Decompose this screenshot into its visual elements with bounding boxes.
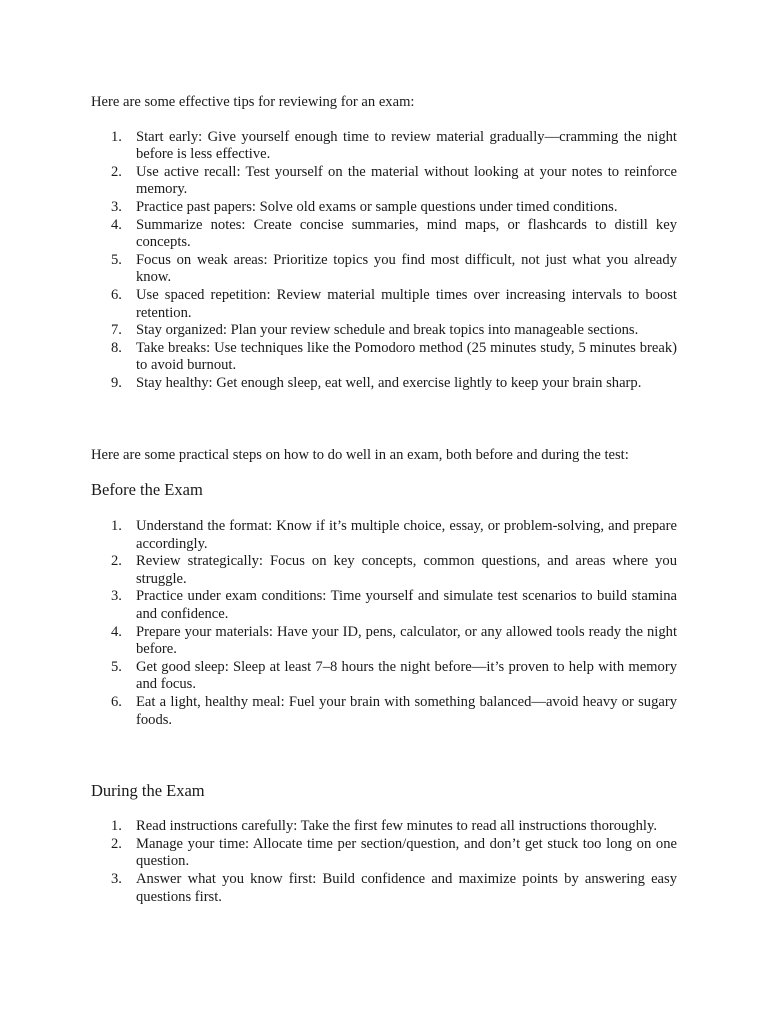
list-number: 6. bbox=[111, 694, 122, 711]
section-heading-during: During the Exam bbox=[91, 781, 205, 801]
list-number: 2. bbox=[111, 163, 122, 180]
list-number: 3. bbox=[111, 871, 122, 887]
section-heading-before: Before the Exam bbox=[91, 480, 203, 500]
list-number: 6. bbox=[111, 286, 122, 303]
intro-paragraph-steps: Here are some practical steps on how to do well in an exam, both before and during the test: bbox=[91, 446, 629, 463]
list-item bbox=[91, 624, 677, 659]
list-item-text: Answer what you know first: Build confidence and maximize points by answering easy questions first. bbox=[136, 871, 677, 905]
review-tips-list bbox=[91, 129, 677, 393]
list-item-text: Prepare your materials: Have your ID, pens, calculator, or any allowed tools ready the night before. bbox=[136, 623, 677, 658]
list-number: 8. bbox=[111, 339, 122, 356]
list-number: 5. bbox=[111, 251, 122, 268]
list-item bbox=[91, 659, 677, 694]
list-item bbox=[91, 871, 677, 906]
list-item bbox=[91, 836, 677, 871]
list-number: 4. bbox=[111, 216, 122, 233]
list-item bbox=[91, 553, 677, 588]
list-item bbox=[91, 818, 677, 836]
list-item-text: Focus on weak areas: Prioritize topics you find most difficult, not just what you already know. bbox=[136, 251, 677, 286]
list-number: 2. bbox=[111, 553, 122, 570]
list-item-text: Practice past papers: Solve old exams or sample questions under timed conditions. bbox=[136, 198, 618, 215]
list-number: 4. bbox=[111, 623, 122, 640]
list-item-text: Manage your time: Allocate time per section/question, and don’t get stuck too long on one question. bbox=[136, 835, 677, 870]
intro-paragraph-tips: Here are some effective tips for reviewing for an exam: bbox=[91, 94, 415, 110]
list-item bbox=[91, 164, 677, 199]
list-item-text: Read instructions carefully: Take the first few minutes to read all instructions thoroughly. bbox=[136, 818, 657, 835]
list-item-text: Stay healthy: Get enough sleep, eat well, and exercise lightly to keep your brain sharp. bbox=[136, 374, 642, 391]
list-number: 3. bbox=[111, 198, 122, 215]
list-item bbox=[91, 199, 677, 217]
list-item bbox=[91, 217, 677, 252]
list-item-text: Use spaced repetition: Review material multiple times over increasing intervals to boost retention. bbox=[136, 286, 677, 321]
list-number: 1. bbox=[111, 128, 122, 145]
list-number: 5. bbox=[111, 658, 122, 675]
list-item bbox=[91, 129, 677, 164]
list-number: 1. bbox=[111, 518, 122, 535]
list-item-text: Stay organized: Plan your review schedule and break topics into manageable sections. bbox=[136, 322, 639, 339]
list-number: 7. bbox=[111, 322, 122, 339]
list-number: 1. bbox=[111, 818, 122, 835]
list-item-text: Get good sleep: Sleep at least 7–8 hours the night before—it’s proven to help with memory and focus. bbox=[136, 658, 677, 693]
during-exam-list bbox=[91, 818, 677, 906]
list-item bbox=[91, 588, 677, 623]
list-item-text: Eat a light, healthy meal: Fuel your brain with something balanced—avoid heavy or sugary foods. bbox=[136, 694, 677, 728]
list-number: 9. bbox=[111, 374, 122, 391]
list-item bbox=[91, 694, 677, 729]
list-item bbox=[91, 340, 677, 375]
list-item bbox=[91, 518, 677, 553]
list-item-text: Use active recall: Test yourself on the material without looking at your notes to reinforce memory. bbox=[136, 163, 677, 198]
list-item bbox=[91, 322, 677, 340]
list-item-text: Start early: Give yourself enough time to review material gradually—cramming the night before is less effective. bbox=[136, 128, 677, 163]
document-page bbox=[91, 94, 677, 906]
list-item bbox=[91, 287, 677, 322]
list-number: 3. bbox=[111, 588, 122, 605]
list-item-text: Understand the format: Know if it’s multiple choice, essay, or problem-solving, and prepare accordingly. bbox=[136, 518, 677, 552]
list-number: 2. bbox=[111, 835, 122, 852]
list-item-text: Take breaks: Use techniques like the Pomodoro method (25 minutes study, 5 minutes break) to avoid burnout. bbox=[136, 339, 677, 374]
before-exam-list bbox=[91, 518, 677, 729]
list-item bbox=[91, 375, 677, 393]
list-item-text: Review strategically: Focus on key concepts, common questions, and areas where you struggle. bbox=[136, 553, 677, 587]
list-item bbox=[91, 252, 677, 287]
list-item-text: Summarize notes: Create concise summaries, mind maps, or flashcards to distill key concepts. bbox=[136, 216, 677, 251]
list-item-text: Practice under exam conditions: Time yourself and simulate test scenarios to build stamina and confidence. bbox=[136, 588, 677, 623]
